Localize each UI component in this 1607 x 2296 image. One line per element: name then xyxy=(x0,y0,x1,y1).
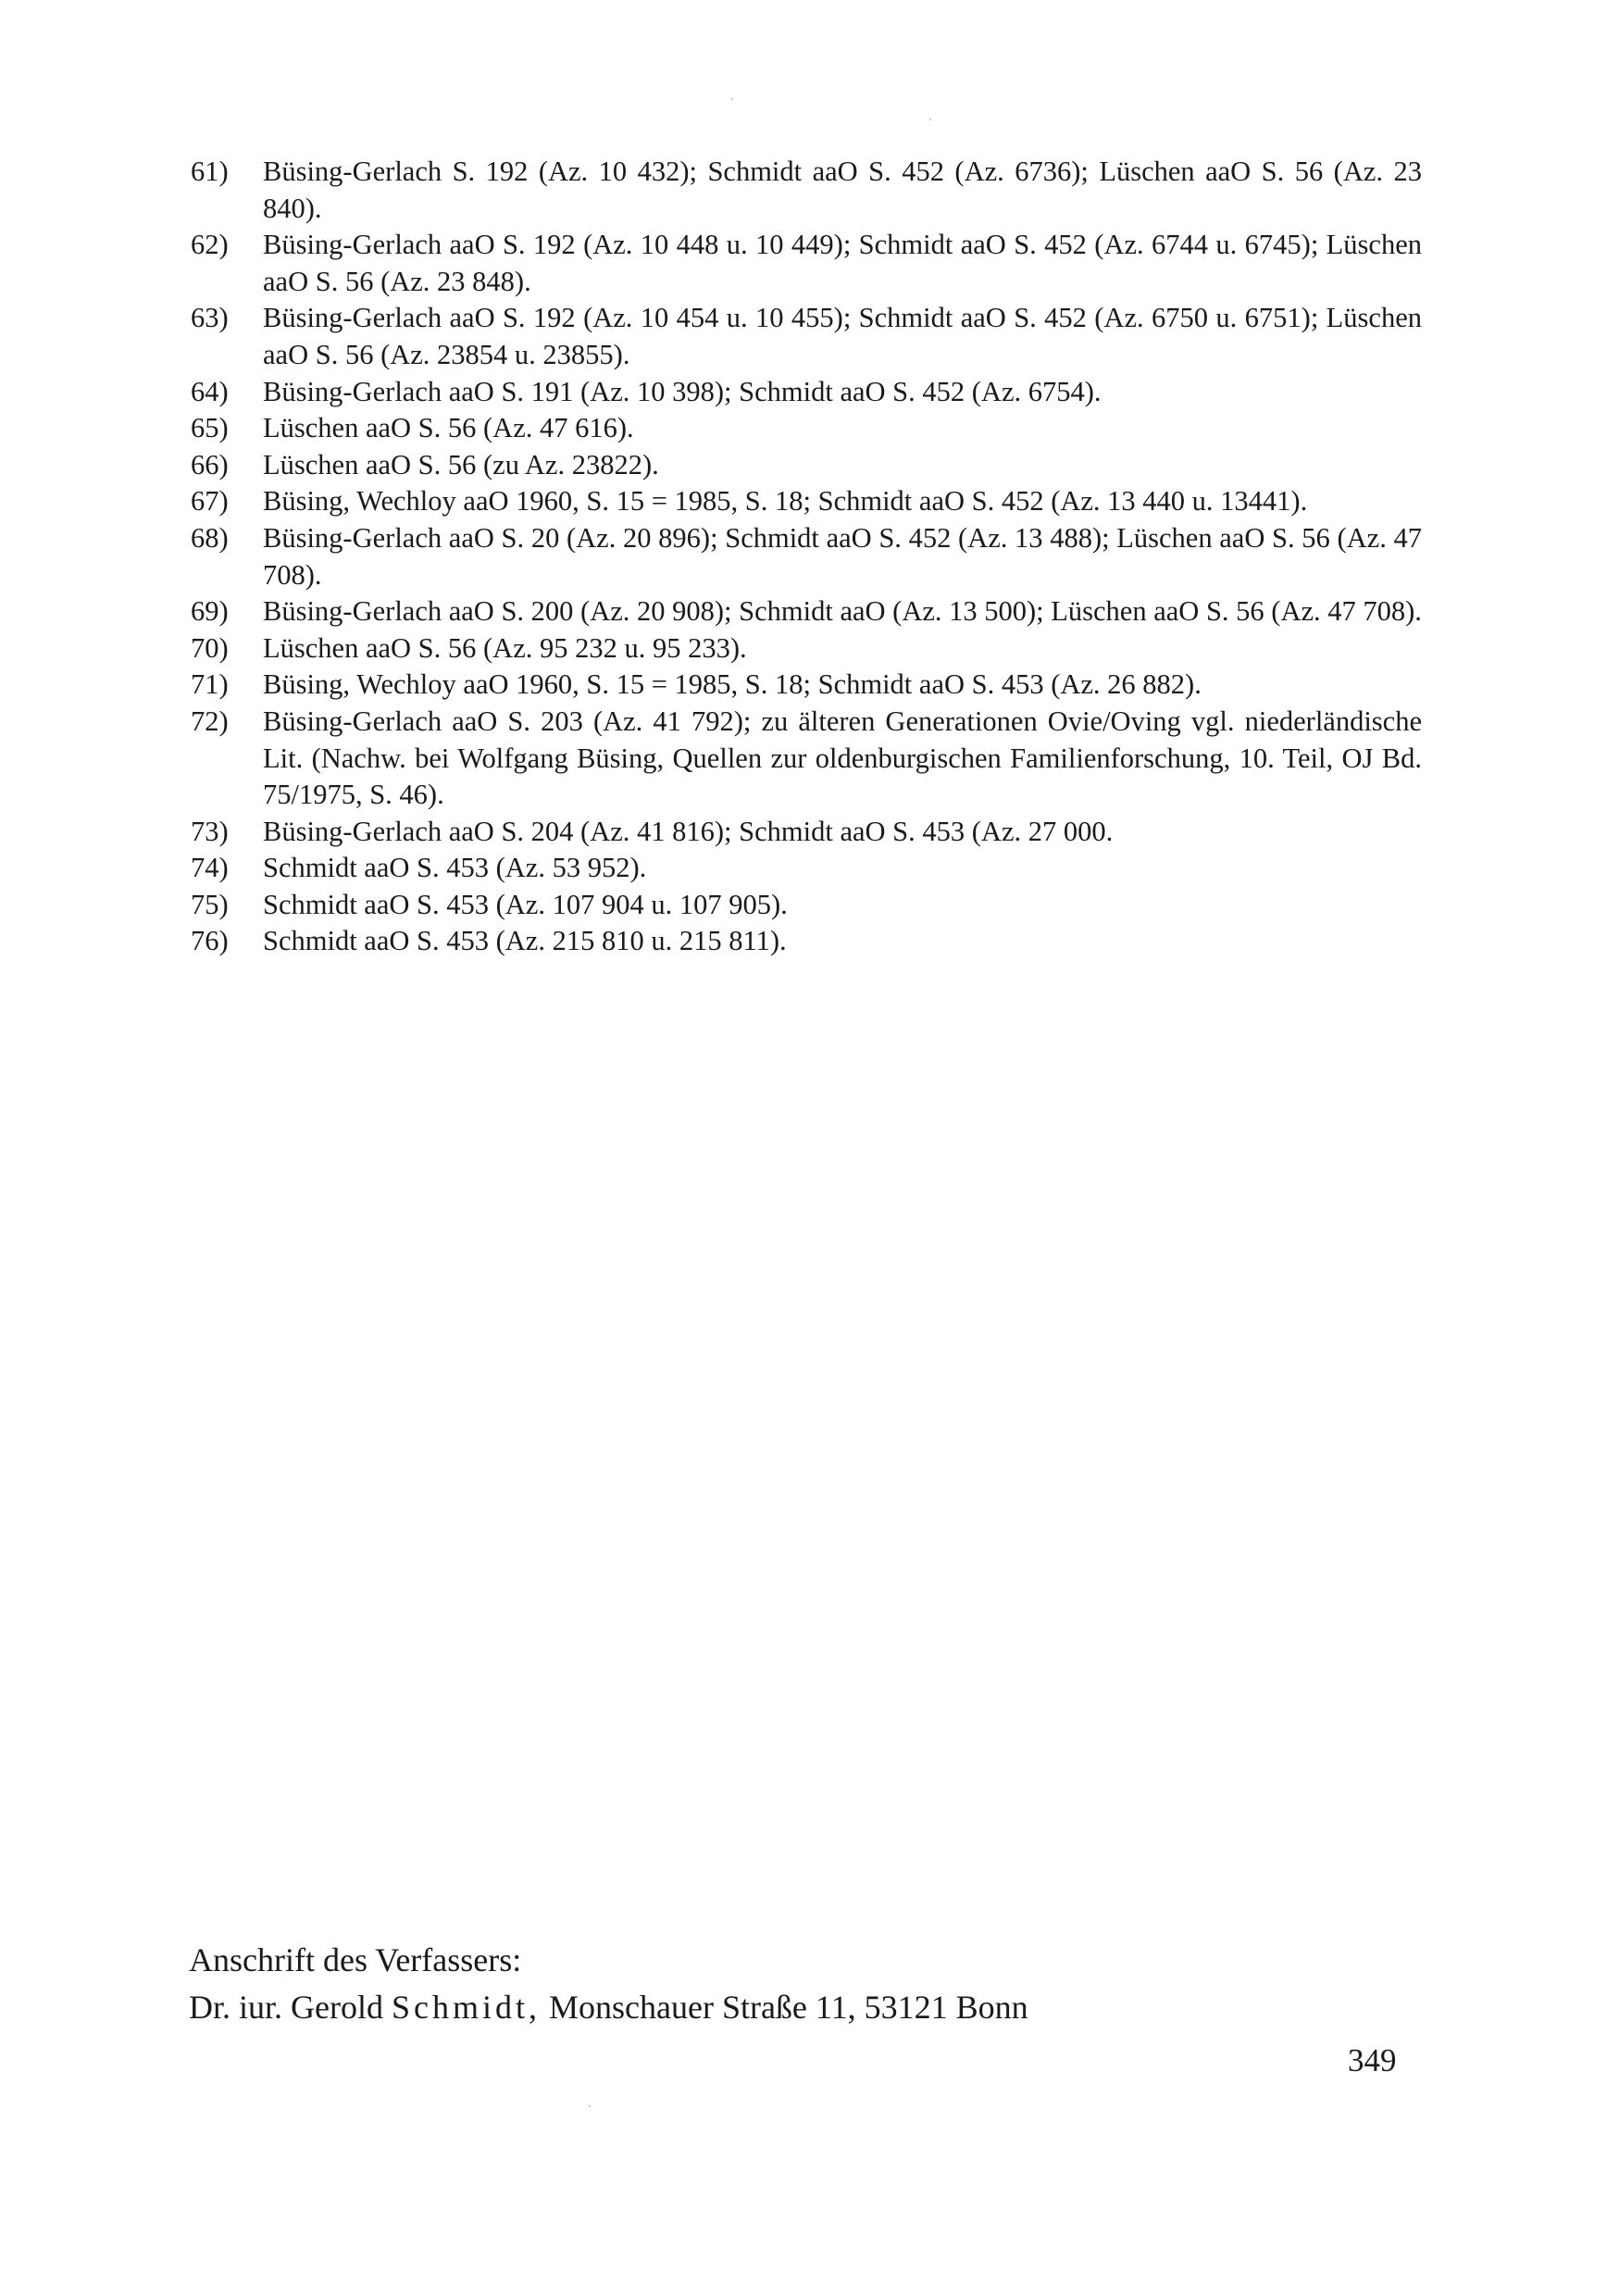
endnote-number: 72) xyxy=(191,705,229,737)
address-heading: Anschrift des Verfassers: xyxy=(189,1941,522,1978)
endnote xyxy=(191,704,1422,814)
endnote xyxy=(191,447,1422,484)
endnote xyxy=(191,850,1422,887)
author-title: Dr. iur. Gerold xyxy=(189,1989,383,2026)
endnote xyxy=(191,667,1422,704)
endnote-number: 69) xyxy=(191,595,229,628)
endnote-text: Lüschen aaO S. 56 (zu Az. 23822). xyxy=(263,448,659,480)
endnote-number: 67) xyxy=(191,485,229,518)
author-street: Monschauer Straße 11, 53121 Bonn xyxy=(549,1989,1028,2026)
endnote-number: 61) xyxy=(191,156,229,187)
endnote xyxy=(191,154,1422,227)
endnote xyxy=(191,814,1422,851)
endnote-text: Schmidt aaO S. 453 (Az. 215 810 u. 215 811). xyxy=(263,925,787,957)
endnote-number: 63) xyxy=(191,302,229,334)
endnote-number: 68) xyxy=(191,521,229,554)
endnote xyxy=(191,410,1422,447)
endnote xyxy=(191,374,1422,411)
endnote-number: 74) xyxy=(191,852,229,884)
endnote-number: 71) xyxy=(191,668,229,701)
endnote xyxy=(191,483,1422,520)
endnote-text: Büsing-Gerlach aaO S. 191 (Az. 10 398); Schmidt aaO S. 452 (Az. 6754). xyxy=(263,375,1102,407)
endnote xyxy=(191,923,1422,960)
endnote-text: Büsing-Gerlach aaO S. 20 (Az. 20 896); Schmidt aaO S. 452 (Az. 13 488); Lüschen aaO S. 56 (Az. 47 708). xyxy=(263,521,1422,591)
scan-speck xyxy=(731,98,733,100)
endnote-text: Lüschen aaO S. 56 (Az. 95 232 u. 95 233). xyxy=(263,631,747,664)
endnote xyxy=(191,630,1422,668)
endnote xyxy=(191,593,1422,630)
endnote-text: Büsing-Gerlach aaO S. 203 (Az. 41 792); zu älteren Generationen Ovie/Oving vgl. niederländische Lit. (Nachw. bei Wolfgang Büsing, Quellen zur oldenburgischen Familienforschung, 10. Teil, OJ Bd. 75/1975, S. 46). xyxy=(263,705,1422,811)
endnote-number: 75) xyxy=(191,888,229,920)
endnote-number: 65) xyxy=(191,412,229,444)
address-line xyxy=(189,1984,1028,2031)
endnote-number: 62) xyxy=(191,229,229,261)
author-surname: Schmidt, xyxy=(391,1989,541,2026)
endnote-text: Schmidt aaO S. 453 (Az. 53 952). xyxy=(263,852,647,884)
endnote-text: Büsing, Wechloy aaO 1960, S. 15 = 1985, S. 18; Schmidt aaO S. 452 (Az. 13 440 u. 13441). xyxy=(263,485,1308,518)
endnote-number: 64) xyxy=(191,375,229,407)
endnote-number: 76) xyxy=(191,925,229,957)
endnote-text: Büsing-Gerlach aaO S. 192 (Az. 10 448 u. 10 449); Schmidt aaO S. 452 (Az. 6744 u. 6745); Lüschen aaO S. 56 (Az. 23 848). xyxy=(263,229,1422,297)
endnote-text: Lüschen aaO S. 56 (Az. 47 616). xyxy=(263,412,634,444)
endnotes-list xyxy=(191,154,1422,960)
endnote-number: 66) xyxy=(191,448,229,480)
endnote-text: Schmidt aaO S. 453 (Az. 107 904 u. 107 905). xyxy=(263,888,788,920)
scan-speck xyxy=(929,119,931,120)
endnote-text: Büsing, Wechloy aaO 1960, S. 15 = 1985, S. 18; Schmidt aaO S. 453 (Az. 26 882). xyxy=(263,668,1202,701)
endnote xyxy=(191,227,1422,300)
page-number: 349 xyxy=(1348,2042,1397,2078)
endnote-text: Büsing-Gerlach aaO S. 200 (Az. 20 908); Schmidt aaO (Az. 13 500); Lüschen aaO S. 56 (Az. 47 708). xyxy=(263,595,1422,628)
endnote-text: Büsing-Gerlach aaO S. 192 (Az. 10 454 u. 10 455); Schmidt aaO S. 452 (Az. 6750 u. 6751); Lüschen aaO S. 56 (Az. 23854 u. 23855). xyxy=(263,302,1422,370)
endnote xyxy=(191,520,1422,593)
endnote-number: 73) xyxy=(191,815,229,847)
endnote-text: Büsing-Gerlach S. 192 (Az. 10 432); Schmidt aaO S. 452 (Az. 6736); Lüschen aaO S. 56 (Az. 23 840). xyxy=(263,156,1422,224)
endnote-number: 70) xyxy=(191,631,229,664)
endnote xyxy=(191,887,1422,924)
endnote xyxy=(191,300,1422,373)
author-address xyxy=(189,1937,1028,2031)
endnote-text: Büsing-Gerlach aaO S. 204 (Az. 41 816); Schmidt aaO S. 453 (Az. 27 000. xyxy=(263,815,1114,847)
scan-speck xyxy=(589,2105,591,2107)
